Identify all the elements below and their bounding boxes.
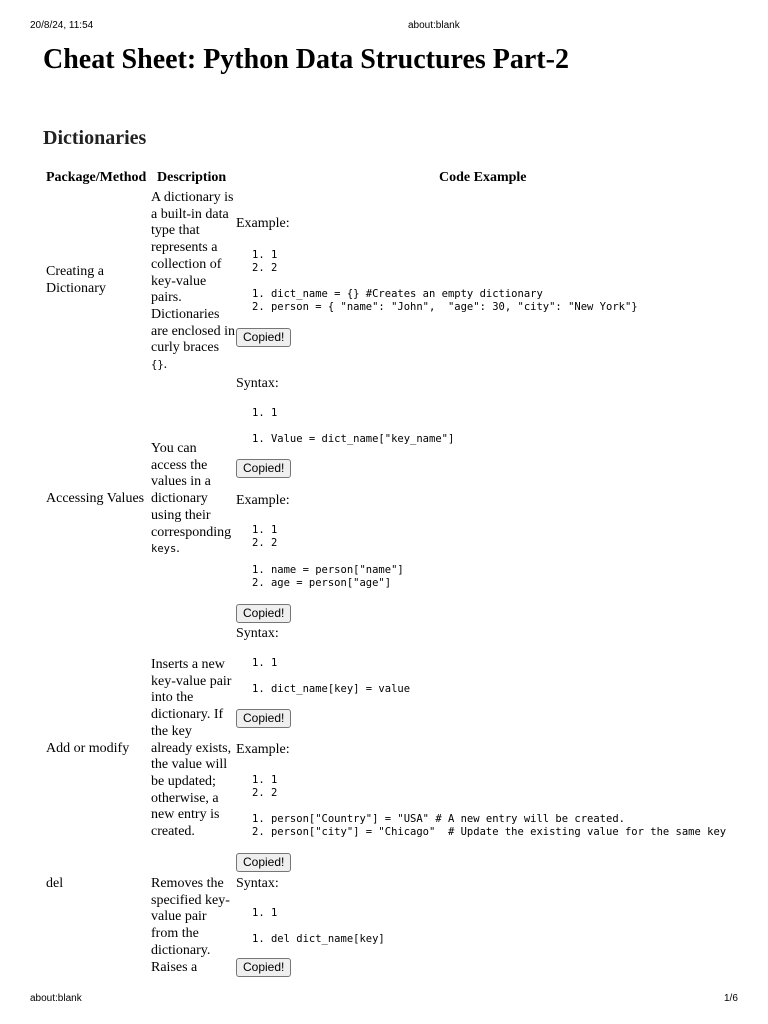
- syntax-label: Syntax:: [236, 376, 279, 391]
- code-block: 1. dict_name[key] = value: [252, 683, 411, 695]
- print-footer-page-number: 1/6: [724, 993, 738, 1004]
- syntax-label: Syntax:: [236, 626, 279, 641]
- code-line-numbers: 1. 1 2. 2: [252, 524, 278, 549]
- inline-code: {}: [151, 359, 164, 372]
- row-description: A dictionary is a built-in data type that represents a collection of key-value pairs. Dictionaries are enclosed in curly braces {}.: [151, 190, 235, 373]
- example-label: Example:: [236, 493, 290, 508]
- print-header-datetime: 20/8/24, 11:54: [30, 20, 94, 31]
- column-header-code-example: Code Example: [439, 170, 527, 185]
- print-footer-url: about:blank: [30, 993, 82, 1004]
- code-block: 1. dict_name = {} #Creates an empty dictionary 2. person = { "name": "John", "age": 30, "city": "New York"}: [252, 288, 638, 313]
- row-package-name: Creating a Dictionary: [46, 264, 106, 296]
- row-description: You can access the values in a dictionary using their corresponding keys.: [151, 441, 232, 557]
- row-package-name: Accessing Values: [46, 491, 145, 506]
- copy-code-button[interactable]: Copied!: [236, 604, 291, 623]
- copy-code-button[interactable]: Copied!: [236, 958, 291, 977]
- code-block: 1. name = person["name"] 2. age = person["age"]: [252, 564, 404, 589]
- row-description: Removes the specified key-value pair from the dictionary. Raises a: [151, 876, 230, 975]
- inline-code: keys: [151, 543, 177, 556]
- code-line-numbers: 1. 1: [252, 907, 278, 919]
- copy-code-button[interactable]: Copied!: [236, 709, 291, 728]
- row-package-name: del: [46, 876, 64, 891]
- copy-code-button[interactable]: Copied!: [236, 853, 291, 872]
- row-description: Inserts a new key-value pair into the dictionary. If the key already exists, the value will be updated; otherwise, a new entry is created.: [151, 657, 232, 840]
- copy-code-button[interactable]: Copied!: [236, 328, 291, 347]
- example-label: Example:: [236, 742, 290, 757]
- row-package-name: Add or modify: [46, 741, 130, 756]
- code-line-numbers: 1. 1 2. 2: [252, 774, 278, 799]
- example-label: Example:: [236, 216, 290, 231]
- column-header-description: Description: [157, 170, 227, 185]
- code-line-numbers: 1. 1 2. 2: [252, 249, 278, 274]
- code-line-numbers: 1. 1: [252, 407, 278, 419]
- code-line-numbers: 1. 1: [252, 657, 278, 669]
- code-block: 1. del dict_name[key]: [252, 933, 385, 945]
- syntax-label: Syntax:: [236, 876, 279, 891]
- code-block: 1. person["Country"] = "USA" # A new entry will be created. 2. person["city"] = "Chicago" # Update the existing value for the same key: [252, 813, 727, 838]
- section-heading-dictionaries: Dictionaries: [43, 127, 147, 149]
- code-block: 1. Value = dict_name["key_name"]: [252, 433, 455, 445]
- column-header-package: Package/Method: [46, 170, 147, 185]
- page-title: Cheat Sheet: Python Data Structures Part-2: [43, 44, 569, 75]
- copy-code-button[interactable]: Copied!: [236, 459, 291, 478]
- print-header-url: about:blank: [408, 20, 460, 31]
